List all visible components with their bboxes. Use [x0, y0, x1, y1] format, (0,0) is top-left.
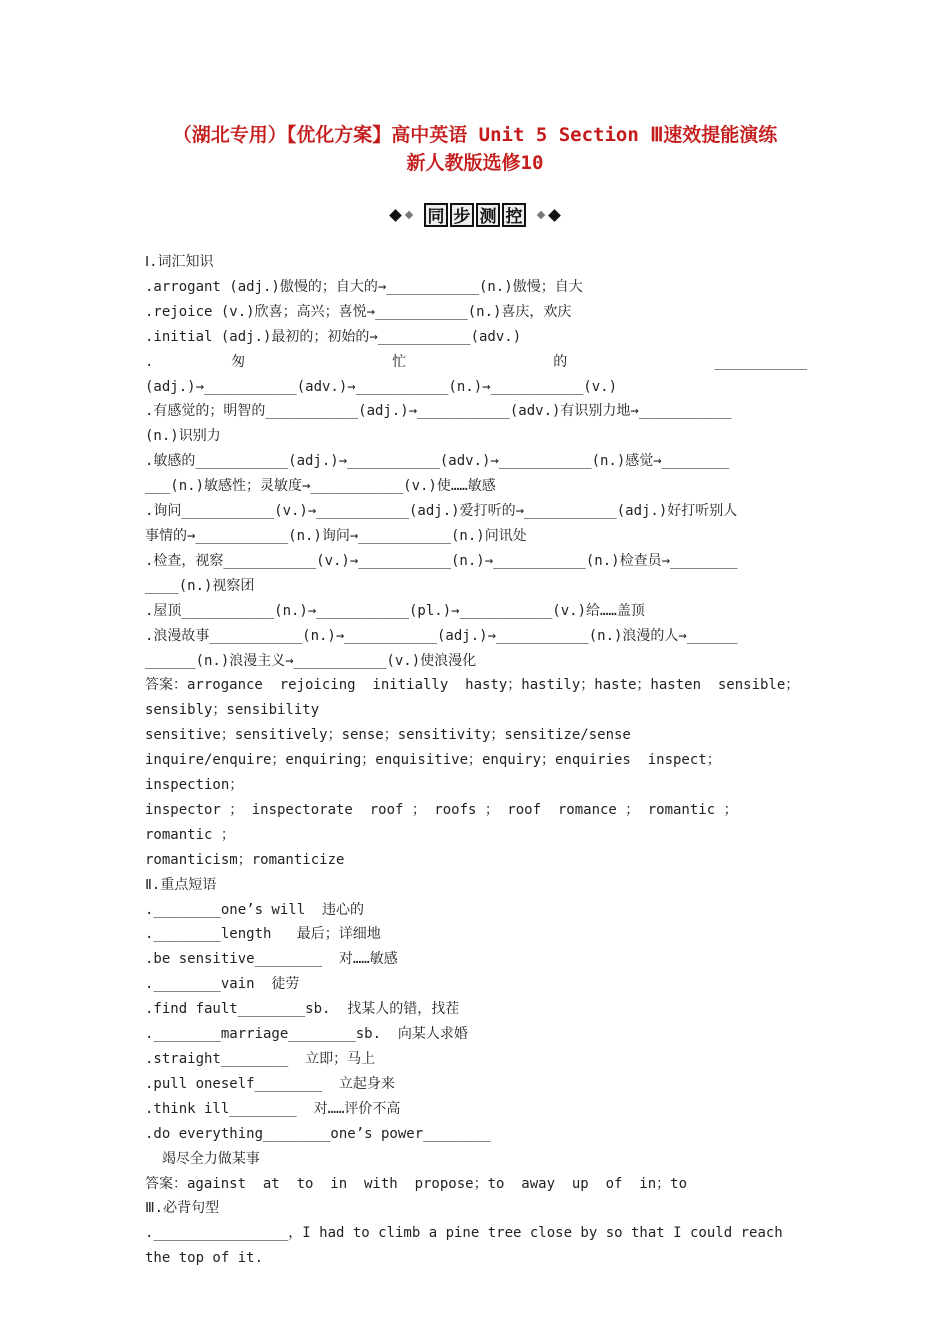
exercise-line: .straight________ 立即；马上	[145, 1051, 376, 1067]
diamond-icon	[389, 209, 402, 222]
banner-char: 同	[424, 203, 448, 227]
exercise-line: the top of it.	[145, 1250, 264, 1267]
exercise-line: .________________，I had to climb a pine tree close by so that I could reach	[145, 1225, 783, 1242]
section-heading-sentences: Ⅲ.必背句型	[145, 1200, 220, 1217]
worksheet-body	[145, 250, 807, 1271]
document-title-line1: （湖北专用）【优化方案】高中英语 Unit 5 Section Ⅲ速效提能演练	[172, 124, 778, 146]
section-heading-phrases: Ⅱ.重点短语	[145, 876, 217, 893]
exercise-line: .think ill________ 对……评价不高	[145, 1100, 401, 1117]
exercise-line: .屋顶___________(n.)→___________(pl.)→___________(v.)给……盖顶	[145, 602, 645, 619]
exercise-line: .浪漫故事___________(n.)→___________(adj.)→___________(n.)浪漫的人→______	[145, 627, 738, 644]
exercise-line: .敏感的___________(adj.)→___________(adv.)→___________(n.)感觉→________	[145, 453, 730, 470]
document-title-line2: 新人教版选修10	[406, 152, 544, 174]
exercise-line: ______(n.)浪漫主义→___________(v.)使浪漫化	[145, 652, 477, 669]
banner-title	[424, 203, 526, 227]
answer-line: 答案：arrogance rejoicing initially hasty；hastily；haste；hasten sensible；	[145, 677, 800, 694]
exercise-line: .rejoice (v.)欣喜；高兴；喜悦→___________(n.)喜庆，欢庆	[145, 303, 572, 320]
section-heading-vocab: Ⅰ.词汇知识	[145, 254, 214, 270]
exercise-line: .________marriage________sb. 向某人求婚	[145, 1026, 468, 1043]
answer-line: inquire/enquire；enquiring；enquisitive；enquiry；enquiries inspect；inspection；	[145, 752, 721, 794]
banner-char: 控	[502, 203, 526, 227]
exercise-line: .arrogant (adj.)傲慢的；自大的→___________(n.)傲慢；自大	[145, 278, 583, 295]
exercise-line: .检查，视察___________(v.)→___________(n.)→___________(n.)检查员→________	[145, 552, 738, 569]
answer-line: sensitive；sensitively；sense；sensitivity；sensitize/sense	[145, 727, 631, 744]
exercise-line: .find fault________sb. 找某人的错，找茬	[145, 1001, 460, 1018]
exercise-line: .do everything________one’s power________	[145, 1125, 491, 1142]
exercise-line: .initial (adj.)最初的；初始的→___________(adv.)	[145, 328, 522, 345]
exercise-line: ____(n.)视察团	[145, 577, 255, 594]
exercise-line: (n.)识别力	[145, 428, 221, 445]
exercise-line: .________vain 徒劳	[145, 976, 300, 993]
diamond-icon	[537, 211, 545, 219]
answer-line: sensibly；sensibility	[145, 702, 320, 719]
exercise-line: (adj.)→___________(adv.)→___________(n.)→___________(v.)	[145, 378, 618, 395]
exercise-line: .询问___________(v.)→___________(adj.)爱打听的→___________(adj.)好打听别人	[145, 503, 738, 520]
banner-char: 步	[450, 203, 474, 227]
banner-char: 测	[476, 203, 500, 227]
exercise-line: .________one’s will 违心的	[145, 901, 365, 918]
exercise-line: 事情的→___________(n.)询问→___________(n.)问讯处	[145, 527, 527, 544]
diamond-icon	[405, 211, 413, 219]
answer-line: 答案：against at to in with propose；to away up of in；to	[145, 1175, 688, 1192]
exercise-line: ___(n.)敏感性；灵敏度→___________(v.)使……敏感	[145, 478, 496, 495]
answer-line: inspector ； inspectorate roof ； roofs ； roof romance ； romantic ； romantic ；	[145, 801, 747, 843]
exercise-line: 竭尽全力做某事	[145, 1150, 260, 1167]
exercise-line: .pull oneself________ 立起身来	[145, 1075, 395, 1092]
exercise-line: .有感觉的；明智的___________(adj.)→___________(adv.)有识别力地→___________	[145, 403, 732, 420]
section-banner	[0, 200, 950, 230]
diamond-icon	[548, 209, 561, 222]
exercise-line: .be sensitive________ 对……敏感	[145, 951, 398, 968]
exercise-line: .________length 最后；详细地	[145, 926, 381, 943]
answer-line: romanticism；romanticize	[145, 851, 345, 868]
exercise-line: . 匆 忙 的 ___________	[145, 353, 807, 370]
